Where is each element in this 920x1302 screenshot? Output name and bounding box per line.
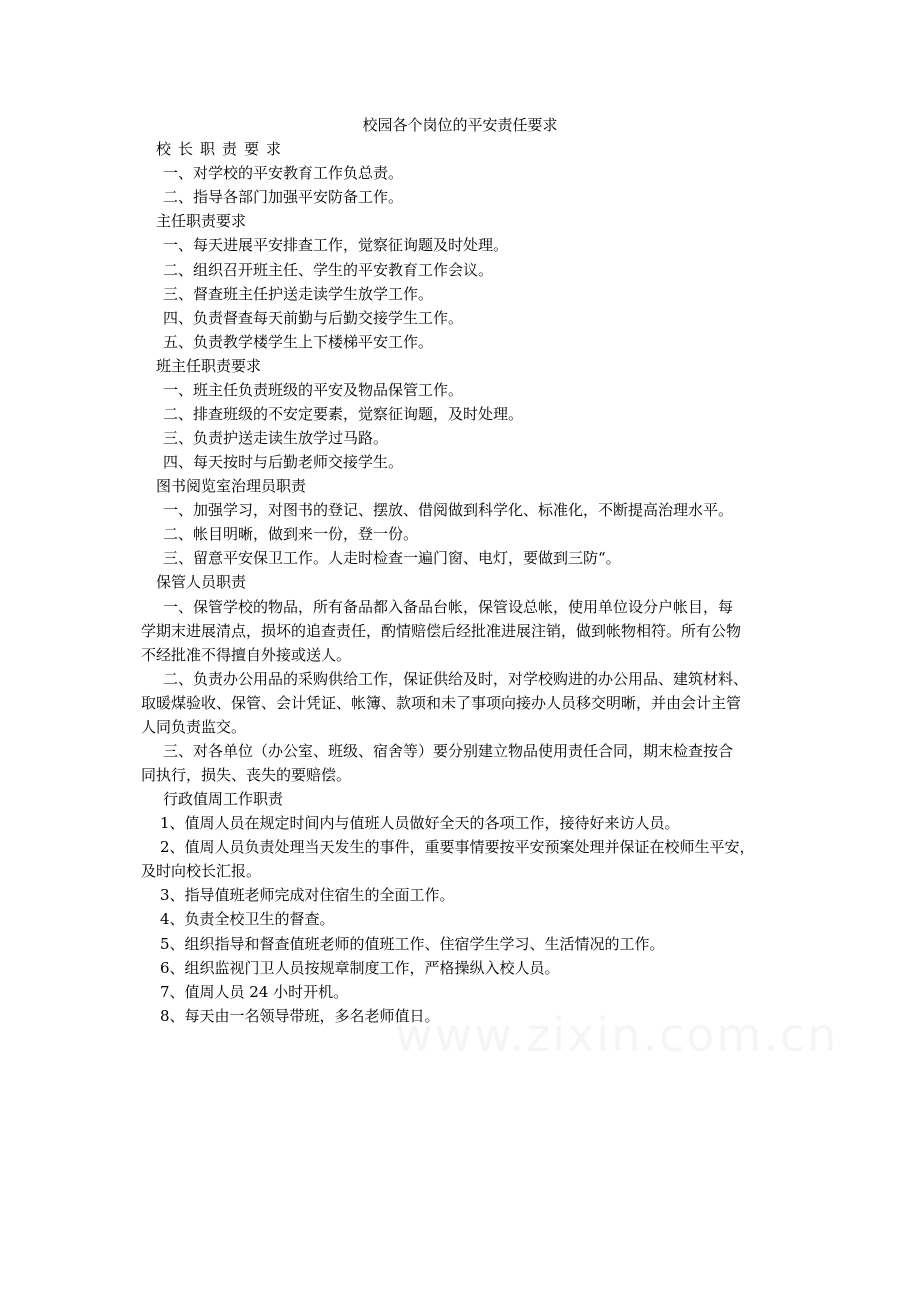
weekly-duty-7: 7、值周人员 24 小时开机。: [160, 983, 349, 1001]
custodian-para-2-line-2: 取暖煤验收、保管、会计凭证、帐簿、款项和未了事项向接办人员移交明晰，并由会计主管: [141, 694, 742, 712]
head-teacher-duty-1: 一、班主任负责班级的平安及物品保管工作。: [163, 381, 464, 399]
weekly-duty-5: 5、组织指导和督查值班老师的值班工作、住宿学生学习、生活情况的工作。: [160, 935, 665, 953]
director-duty-4: 四、负责督查每天前勤与后勤交接学生工作。: [163, 309, 464, 327]
custodian-para-1-line-2: 学期末进展清点，损坏的追查责任，酌情赔偿后经批准进展注销，做到帐物相符。所有公物: [141, 622, 742, 640]
section-heading-head-teacher: 班主任职责要求: [156, 357, 262, 375]
weekly-duty-1: 1、值周人员在规定时间内与值班人员做好全天的各项工作，接待好来访人员。: [160, 814, 680, 832]
document-title: 校园各个岗位的平安责任要求: [362, 116, 558, 134]
custodian-para-1-line-1: 一、保管学校的物品，所有备品都入备品台帐，保管设总帐，使用单位设分户帐目，每: [163, 598, 734, 616]
section-heading-director: 主任职责要求: [156, 212, 247, 230]
custodian-para-1-line-3: 不经批准不得擅自外接或送人。: [141, 646, 352, 664]
weekly-duty-4: 4、负责全校卫生的督查。: [160, 910, 335, 928]
head-teacher-duty-3: 三、负责护送走读生放学过马路。: [163, 429, 389, 447]
librarian-duty-3: 三、留意平安保卫工作。人走时检查一遍门窗、电灯，要做到三防“。: [163, 549, 621, 567]
custodian-para-3-line-2: 同执行，损失、丧失的要赔偿。: [141, 766, 352, 784]
weekly-duty-8: 8、每天由一名领导带班，多名老师值日。: [160, 1007, 440, 1025]
weekly-duty-3: 3、指导值班老师完成对住宿生的全面工作。: [160, 886, 455, 904]
section-heading-custodian: 保管人员职责: [156, 573, 247, 591]
section-heading-weekly-duty: 行政值周工作职责: [163, 790, 284, 808]
weekly-duty-2-line-2: 及时向校长汇报。: [141, 862, 262, 880]
librarian-duty-2: 二、帐目明晰，做到来一份，登一份。: [163, 525, 419, 543]
custodian-para-3-line-1: 三、对各单位（办公室、班级、宿舍等）要分别建立物品使用责任合同，期末检查按合: [163, 742, 734, 760]
director-duty-1: 一、每天进展平安排查工作，觉察征询题及时处理。: [163, 236, 509, 254]
director-duty-5: 五、负责教学楼学生上下楼梯平安工作。: [163, 333, 434, 351]
head-teacher-duty-4: 四、每天按时与后勤老师交接学生。: [163, 453, 404, 471]
librarian-duty-1: 一、加强学习，对图书的登记、摆放、借阅做到科学化、标准化，不断提高治理水平。: [163, 501, 734, 519]
principal-duty-2: 二、指导各部门加强平安防备工作。: [163, 188, 404, 206]
section-heading-librarian: 图书阅览室治理员职责: [156, 477, 307, 495]
custodian-para-2-line-3: 人同负责监交。: [141, 718, 247, 736]
director-duty-3: 三、督查班主任护送走读学生放学工作。: [163, 285, 434, 303]
watermark-text: [395, 1010, 695, 1060]
section-heading-principal: 校长职责要求: [156, 140, 289, 158]
director-duty-2: 二、组织召开班主任、学生的平安教育工作会议。: [163, 261, 494, 279]
head-teacher-duty-2: 二、排查班级的不安定要素，觉察征询题，及时处理。: [163, 405, 524, 423]
principal-duty-1: 一、对学校的平安教育工作负总责。: [163, 164, 404, 182]
custodian-para-2-line-1: 二、负责办公用品的采购供给工作，保证供给及时，对学校购进的办公用品、建筑材料、: [163, 670, 749, 688]
weekly-duty-2-line-1: 2、值周人员负责处理当天发生的事件，重要事情要按平安预案处理并保证在校师生平安，: [160, 838, 755, 856]
weekly-duty-6: 6、组织监视门卫人员按规章制度工作，严格操纵入校人员。: [160, 959, 560, 977]
